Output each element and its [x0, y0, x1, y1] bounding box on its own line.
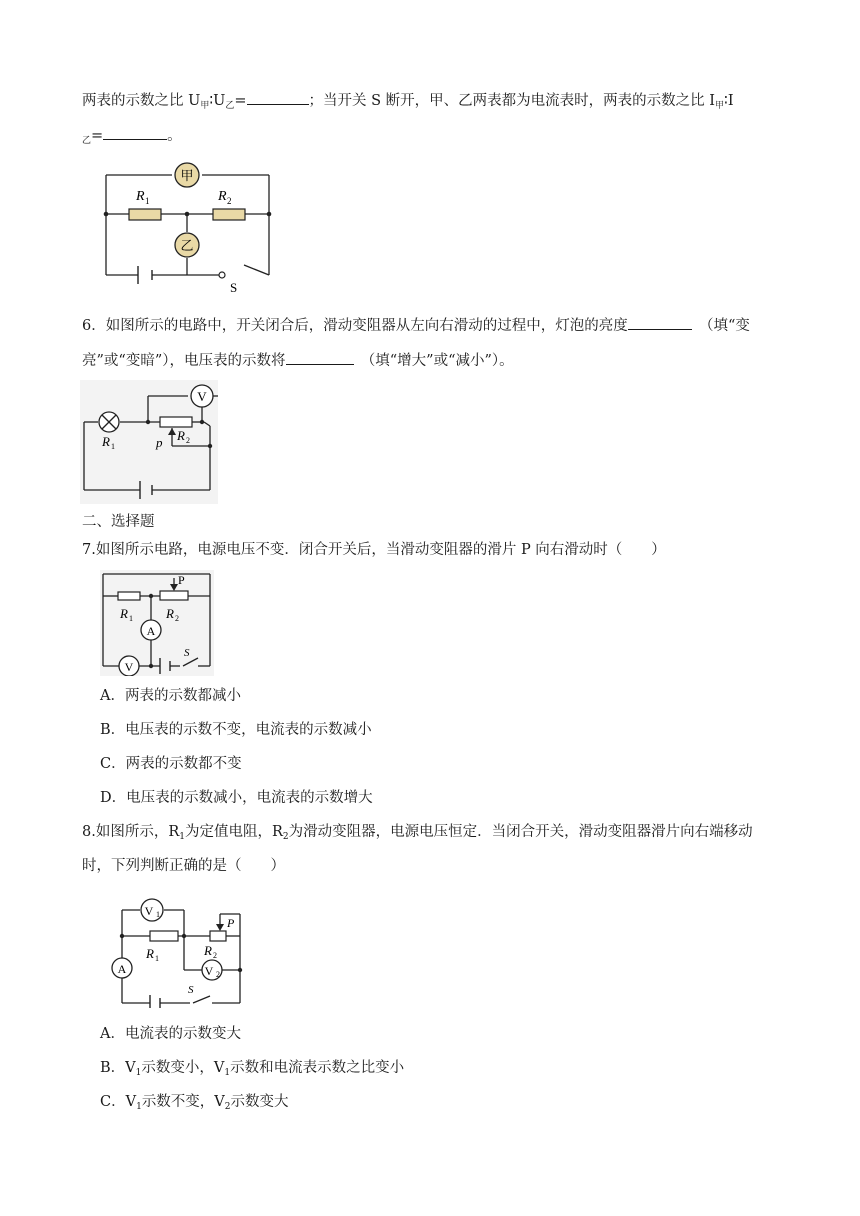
svg-text:R: R: [177, 428, 185, 443]
svg-text:R: R: [166, 606, 174, 621]
answer-blank[interactable]: [286, 349, 354, 365]
lamp-r1: [99, 412, 119, 432]
svg-text:V: V: [197, 389, 207, 404]
svg-text:A: A: [117, 962, 127, 976]
rheostat-r2: [210, 931, 226, 941]
svg-text:乙: 乙: [180, 238, 194, 253]
resistor-r1: [129, 209, 161, 220]
svg-text:R: R: [218, 189, 227, 204]
q6-line-2: 亮”或“变暗”），电压表的示数将 （填“增大”或“减小”）。: [82, 349, 514, 371]
switch-s: [219, 272, 225, 278]
svg-text:1: 1: [156, 910, 160, 919]
svg-text:1: 1: [129, 614, 133, 623]
q6-line-1: 6．如图所示的电路中，开关闭合后，滑动变阻器从左向右滑动的过程中，灯泡的亮度 （填“变: [82, 314, 750, 336]
q5-line-2: $_乙$= 。: [82, 124, 182, 151]
q7-option-d[interactable]: D．电压表的示数减小，电流表的示数增大: [100, 790, 373, 806]
q8-stem-line-1: 8.如图所示，$R_1$为定值电阻，$R_2$为滑动变阻器，电源电压恒定．当闭合开关，滑动变阻器滑片向右端移动: [82, 824, 753, 842]
svg-text:1: 1: [111, 442, 115, 451]
svg-text:p: p: [156, 435, 163, 450]
q7-option-b[interactable]: B．电压表的示数不变，电流表的示数减小: [100, 722, 372, 738]
resistor-r2: [213, 209, 245, 220]
svg-text:1: 1: [145, 196, 150, 206]
svg-text:2: 2: [227, 196, 232, 206]
answer-blank[interactable]: [628, 314, 692, 330]
section-title: 二、选择题: [82, 514, 155, 530]
svg-text:P: P: [227, 916, 235, 930]
svg-text:2: 2: [186, 436, 190, 445]
q8-stem-line-2: 时，下列判断正确的是（ ）: [82, 858, 285, 874]
q7-option-a[interactable]: A．两表的示数都减小: [100, 688, 241, 704]
q7-stem: 7.如图所示电路，电源电压不变．闭合开关后，当滑动变阻器的滑片 P 向右滑动时（ ）: [82, 542, 666, 558]
battery-symbol: [138, 266, 152, 284]
q8-option-c[interactable]: C．$V_1$示数不变，$V_2$示数变大: [100, 1094, 289, 1112]
svg-text:V: V: [124, 660, 134, 674]
svg-text:S: S: [230, 280, 238, 295]
svg-text:2: 2: [216, 970, 220, 979]
q8-option-b[interactable]: B．$V_1$示数变小，$V_1$示数和电流表示数之比变小: [100, 1060, 405, 1078]
q7-option-c[interactable]: C．两表的示数都不变: [100, 756, 242, 772]
battery-symbol: [150, 995, 160, 1008]
svg-text:V: V: [144, 904, 154, 918]
q7-circuit-diagram: [100, 570, 214, 676]
q8-circuit-diagram: [108, 896, 248, 1008]
svg-text:R: R: [146, 946, 154, 961]
resistor-r1: [118, 592, 140, 600]
svg-text:2: 2: [175, 614, 179, 623]
svg-text:2: 2: [213, 951, 217, 960]
rheostat-r2: [160, 591, 188, 600]
resistor-r1: [150, 931, 178, 941]
svg-text:S: S: [188, 984, 194, 996]
rheostat-r2: [160, 417, 192, 427]
svg-text:A: A: [146, 624, 156, 638]
svg-text:R: R: [120, 606, 128, 621]
svg-text:1: 1: [155, 954, 159, 963]
slider-arrow: [216, 924, 224, 931]
svg-text:V: V: [204, 964, 214, 978]
svg-text:R: R: [136, 189, 145, 204]
svg-text:甲: 甲: [180, 168, 194, 183]
svg-text:R: R: [102, 434, 110, 449]
q5-circuit-diagram: [100, 160, 280, 295]
q6-circuit-diagram: [80, 380, 218, 504]
answer-blank[interactable]: [247, 89, 309, 105]
q8-option-a[interactable]: A．电流表的示数变大: [100, 1026, 241, 1042]
q5-line-1: 两表的示数之比 $U_甲∶U_乙=$ ；当开关 S 断开，甲、乙两表都为电流表时，两表的示数之比 $I_甲∶I$: [82, 89, 734, 116]
svg-text:P: P: [178, 573, 185, 587]
svg-text:R: R: [204, 943, 212, 958]
svg-text:S: S: [184, 647, 190, 659]
answer-blank[interactable]: [103, 124, 167, 140]
